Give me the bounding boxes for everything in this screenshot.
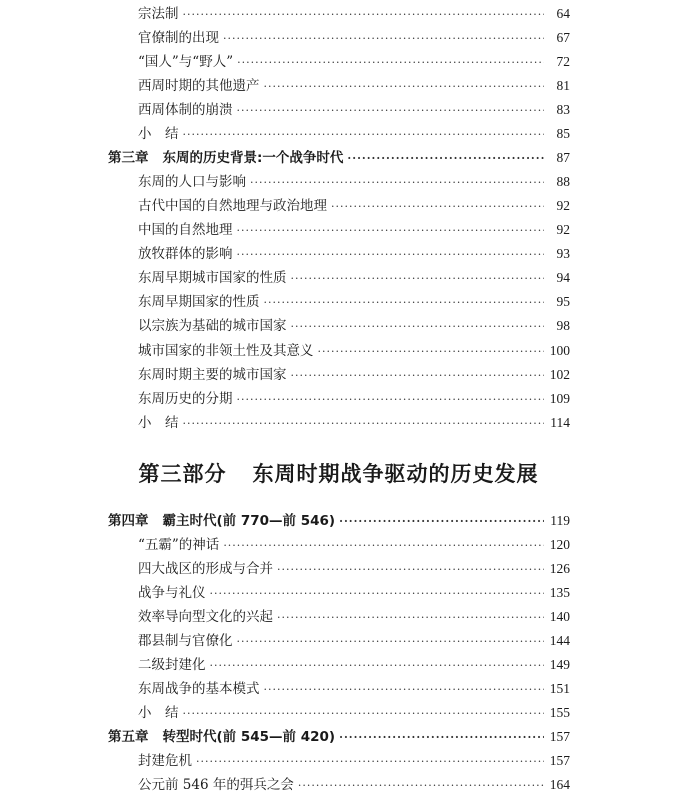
dot-leader bbox=[331, 198, 544, 216]
toc-entry bbox=[138, 680, 570, 699]
toc-entry-title: 小 结 bbox=[138, 126, 179, 142]
toc-entry bbox=[138, 29, 570, 48]
toc-entry-title: 公元前 546 年的弭兵之会 bbox=[138, 777, 294, 793]
toc-entry bbox=[138, 608, 570, 627]
toc-entry-title: 东周早期国家的性质 bbox=[138, 294, 260, 310]
toc-entry-page: 140 bbox=[549, 609, 570, 624]
toc-entry-page: 157 bbox=[549, 753, 570, 768]
toc-entry-title: 东周战争的基本模式 bbox=[138, 681, 260, 697]
toc-entry-page: 85 bbox=[556, 126, 570, 141]
toc-entry bbox=[138, 560, 570, 579]
toc-entry-title: 四大战区的形成与合并 bbox=[138, 561, 273, 577]
dot-leader bbox=[277, 561, 544, 579]
toc-entry bbox=[138, 53, 570, 72]
dot-leader bbox=[298, 777, 544, 795]
toc-entry-page: 67 bbox=[556, 30, 570, 45]
chapter-page: 87 bbox=[556, 150, 570, 165]
toc-entry-page: 98 bbox=[556, 318, 570, 333]
chapter-title: 霸主时代(前 770—前 546) bbox=[162, 513, 336, 529]
toc-entry bbox=[138, 125, 570, 144]
dot-leader bbox=[223, 537, 544, 555]
dot-leader bbox=[196, 753, 544, 771]
chapter-label: 第四章 bbox=[108, 513, 149, 529]
toc-entry-title: 放牧群体的影响 bbox=[138, 246, 233, 262]
toc-entry-title: 城市国家的非领土性及其意义 bbox=[138, 343, 314, 359]
dot-leader bbox=[264, 78, 545, 96]
toc-entry-page: 64 bbox=[556, 6, 570, 21]
dot-leader bbox=[291, 318, 545, 336]
dot-leader bbox=[339, 729, 544, 747]
part-title: 东周时期战争驱动的历史发展 bbox=[252, 462, 539, 486]
toc-entry bbox=[138, 414, 570, 433]
toc-entry bbox=[138, 245, 570, 264]
dot-leader bbox=[264, 681, 545, 699]
toc-entry bbox=[138, 269, 570, 288]
dot-leader bbox=[264, 294, 545, 312]
toc-entry-page: 95 bbox=[556, 294, 570, 309]
dot-leader bbox=[277, 609, 544, 627]
toc-entry-title: 战争与礼仪 bbox=[138, 585, 206, 601]
toc-entry-title: 西周体制的崩溃 bbox=[138, 102, 233, 118]
toc-entry-title: 小 结 bbox=[138, 705, 179, 721]
chapter-page: 157 bbox=[549, 729, 570, 744]
toc-entry-title: 二级封建化 bbox=[138, 657, 206, 673]
toc-entry bbox=[138, 173, 570, 192]
toc-entry bbox=[138, 366, 570, 385]
dot-leader bbox=[237, 222, 545, 240]
dot-leader bbox=[237, 102, 545, 120]
dot-leader bbox=[291, 270, 545, 288]
toc-entry-title: 东周的人口与影响 bbox=[138, 174, 246, 190]
toc-entry-page: 109 bbox=[549, 391, 570, 406]
dot-leader bbox=[237, 633, 545, 651]
toc-entry-title: 效率导向型文化的兴起 bbox=[138, 609, 273, 625]
toc-entry-page: 149 bbox=[549, 657, 570, 672]
toc-entry bbox=[138, 293, 570, 312]
toc-entry bbox=[138, 776, 570, 795]
toc-entry-page: 151 bbox=[549, 681, 570, 696]
dot-leader bbox=[223, 30, 544, 48]
dot-leader bbox=[339, 513, 544, 531]
toc-entry-title: 宗法制 bbox=[138, 6, 179, 22]
dot-leader bbox=[250, 174, 544, 192]
toc-entry-page: 93 bbox=[556, 246, 570, 261]
part-heading bbox=[0, 458, 677, 488]
toc-chapter-4 bbox=[108, 512, 570, 531]
dot-leader bbox=[183, 415, 545, 433]
toc-entry-page: 144 bbox=[549, 633, 570, 648]
toc-chapter-3 bbox=[108, 149, 570, 168]
toc-entry-page: 102 bbox=[549, 367, 570, 382]
toc-entry bbox=[138, 317, 570, 336]
toc-entry bbox=[138, 656, 570, 675]
toc-entry bbox=[138, 390, 570, 409]
toc-entry-title: 西周时期的其他遗产 bbox=[138, 78, 260, 94]
chapter-page: 119 bbox=[550, 513, 570, 528]
toc-entry-page: 164 bbox=[549, 777, 570, 792]
toc-entry-title: 东周时期主要的城市国家 bbox=[138, 367, 287, 383]
chapter-label: 第三章 bbox=[108, 150, 149, 166]
toc-entry-title: 小 结 bbox=[138, 415, 179, 431]
toc-entry-page: 88 bbox=[556, 174, 570, 189]
toc-entry bbox=[138, 197, 570, 216]
toc-entry-page: 126 bbox=[549, 561, 570, 576]
toc-entry-page: 92 bbox=[556, 198, 570, 213]
dot-leader bbox=[237, 246, 545, 264]
chapter-title: 转型时代(前 545—前 420) bbox=[162, 729, 336, 745]
toc-chapter-5 bbox=[108, 728, 570, 747]
toc-entry-page: 155 bbox=[549, 705, 570, 720]
toc-entry bbox=[138, 101, 570, 120]
toc-entry-page: 114 bbox=[550, 415, 570, 430]
dot-leader bbox=[318, 343, 545, 361]
toc-entry bbox=[138, 584, 570, 603]
dot-leader bbox=[237, 391, 545, 409]
toc-entry-title: 东周早期城市国家的性质 bbox=[138, 270, 287, 286]
toc-entry-title: “国人”与“野人” bbox=[138, 54, 234, 70]
toc-entry-page: 72 bbox=[556, 54, 570, 69]
toc-entry bbox=[138, 221, 570, 240]
toc-entry-title: “五霸”的神话 bbox=[138, 537, 220, 553]
toc-entry-title: 以宗族为基础的城市国家 bbox=[138, 318, 287, 334]
toc-entry-page: 94 bbox=[556, 270, 570, 285]
toc-entry bbox=[138, 632, 570, 651]
toc-entry bbox=[138, 342, 570, 361]
dot-leader bbox=[210, 585, 545, 603]
toc-entry bbox=[138, 704, 570, 723]
toc-entry-page: 92 bbox=[556, 222, 570, 237]
chapter-label: 第五章 bbox=[108, 729, 149, 745]
toc-entry-title: 郡县制与官僚化 bbox=[138, 633, 233, 649]
toc-entry bbox=[138, 77, 570, 96]
toc-entry-page: 135 bbox=[549, 585, 570, 600]
dot-leader bbox=[183, 705, 545, 723]
toc-entry-title: 官僚制的出现 bbox=[138, 30, 219, 46]
toc-entry bbox=[138, 5, 570, 24]
toc-entry-title: 古代中国的自然地理与政治地理 bbox=[138, 198, 327, 214]
toc-entry-page: 100 bbox=[549, 343, 570, 358]
dot-leader bbox=[183, 126, 545, 144]
toc-entry-title: 中国的自然地理 bbox=[138, 222, 233, 238]
toc-entry-page: 81 bbox=[556, 78, 570, 93]
toc-entry bbox=[138, 536, 570, 555]
toc-entry-page: 120 bbox=[549, 537, 570, 552]
toc-entry bbox=[138, 752, 570, 771]
dot-leader bbox=[237, 54, 544, 72]
part-label: 第三部分 bbox=[138, 462, 227, 486]
dot-leader bbox=[210, 657, 545, 675]
chapter-title: 东周的历史背景:一个战争时代 bbox=[162, 150, 344, 166]
dot-leader bbox=[183, 6, 545, 24]
dot-leader bbox=[291, 367, 545, 385]
toc-entry-page: 83 bbox=[556, 102, 570, 117]
toc-entry-title: 东周历史的分期 bbox=[138, 391, 233, 407]
toc-entry-title: 封建危机 bbox=[138, 753, 192, 769]
dot-leader bbox=[347, 150, 544, 168]
